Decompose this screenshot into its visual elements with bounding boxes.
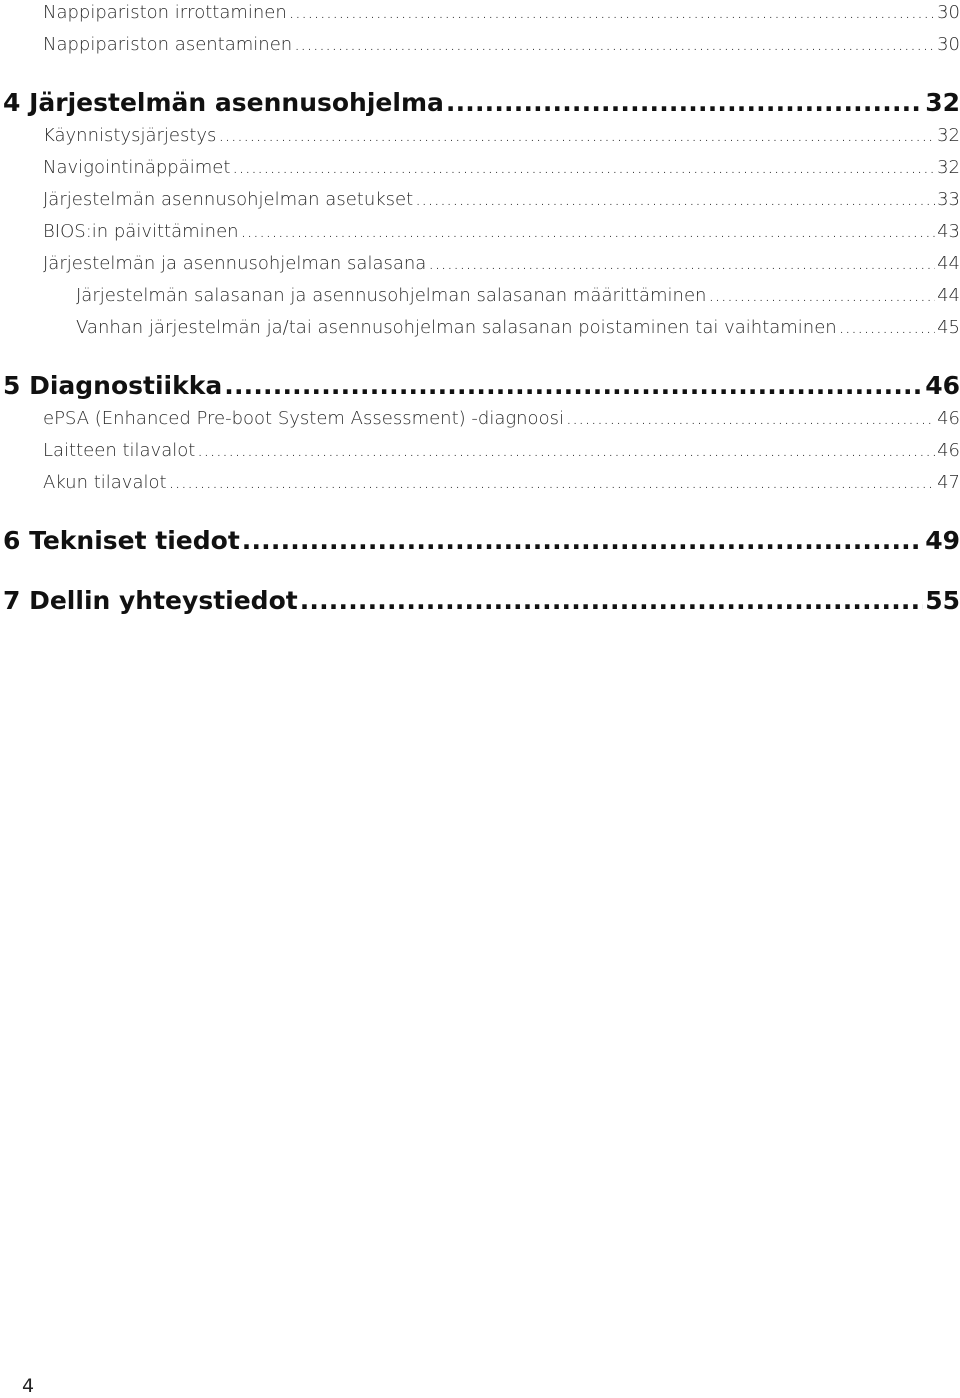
toc-entry-title: Järjestelmän asennusohjelman asetukset <box>43 189 414 210</box>
toc-entry-title: Nappipariston asentaminen <box>43 34 293 55</box>
toc-entry-page: 32 <box>937 157 960 178</box>
toc-entry[interactable] <box>43 157 960 178</box>
toc-chapter-entry[interactable] <box>3 526 960 555</box>
toc-entry-title: Navigointinäppäimet <box>43 157 231 178</box>
toc-entry-title: Käynnistysjärjestys <box>43 125 217 146</box>
toc-entry[interactable] <box>43 253 960 274</box>
toc-entry-page: 44 <box>937 253 960 274</box>
toc-entry-title: 5 Diagnostiikka <box>3 371 223 400</box>
toc-entry[interactable] <box>43 34 960 55</box>
toc-chapter-entry[interactable] <box>3 88 960 117</box>
toc-entry-title: Vanhan järjestelmän ja/tai asennusohjelman salasanan poistaminen tai vaihtaminen <box>76 317 837 338</box>
toc-leader-dots <box>415 189 935 210</box>
toc-leader-dots <box>708 285 935 306</box>
toc-entry-title: Laitteen tilavalot <box>43 440 196 461</box>
toc-leader-dots <box>169 472 936 493</box>
toc-chapter-entry[interactable] <box>3 371 960 400</box>
toc-entry-page: 33 <box>937 189 960 210</box>
toc-leader-dots <box>566 408 935 429</box>
toc-entry-title: 7 Dellin yhteystiedot <box>3 586 298 615</box>
toc-entry[interactable] <box>43 408 960 429</box>
toc-leader-dots <box>242 526 923 555</box>
toc-entry-page: 47 <box>937 472 960 493</box>
toc-leader-dots <box>300 586 924 615</box>
toc-entry-page: 45 <box>937 317 960 338</box>
toc-leader-dots <box>294 34 935 55</box>
toc-leader-dots <box>232 157 935 178</box>
toc-leader-dots <box>428 253 935 274</box>
toc-entry[interactable] <box>43 472 960 493</box>
toc-entry-title: 4 Järjestelmän asennusohjelma <box>3 88 444 117</box>
toc-entry[interactable] <box>43 440 960 461</box>
toc-entry-page: 46 <box>937 408 960 429</box>
toc-entry-page: 55 <box>925 586 960 615</box>
toc-entry[interactable] <box>43 221 960 242</box>
toc-entry-title: Nappipariston irrottaminen <box>43 2 287 23</box>
toc-entry-page: 32 <box>937 125 960 146</box>
toc-entry-page: 44 <box>937 285 960 306</box>
toc-subentry[interactable] <box>76 285 960 306</box>
toc-entry-page: 43 <box>937 221 960 242</box>
toc-entry-title: Järjestelmän salasanan ja asennusohjelman salasanan määrittäminen <box>76 285 707 306</box>
toc-entry[interactable] <box>43 125 960 146</box>
toc-leader-dots <box>839 317 935 338</box>
page-number: 4 <box>22 1375 35 1397</box>
toc-leader-dots <box>289 2 935 23</box>
toc-leader-dots <box>446 88 923 117</box>
toc-leader-dots <box>218 125 935 146</box>
toc-entry-title: BIOS:in päivittäminen <box>43 221 239 242</box>
toc-entry-title: ePSA (Enhanced Pre-boot System Assessment) -diagnoosi <box>43 408 564 429</box>
toc-entry-page: 30 <box>937 2 960 23</box>
toc-entry-title: Järjestelmän ja asennusohjelman salasana <box>43 253 427 274</box>
toc-entry-title: Akun tilavalot <box>43 472 167 493</box>
toc-leader-dots <box>224 371 923 400</box>
toc-entry[interactable] <box>43 189 960 210</box>
toc-entry-page: 46 <box>925 371 960 400</box>
toc-entry-title: 6 Tekniset tiedot <box>3 526 240 555</box>
toc-entry-page: 49 <box>925 526 960 555</box>
toc-leader-dots <box>197 440 935 461</box>
toc-entry-page: 46 <box>937 440 960 461</box>
toc-entry-page: 30 <box>937 34 960 55</box>
toc-entry-page: 32 <box>925 88 960 117</box>
toc-subentry[interactable] <box>76 317 960 338</box>
toc-entry[interactable] <box>43 2 960 23</box>
toc-chapter-entry[interactable] <box>3 586 960 615</box>
toc-leader-dots <box>241 221 936 242</box>
